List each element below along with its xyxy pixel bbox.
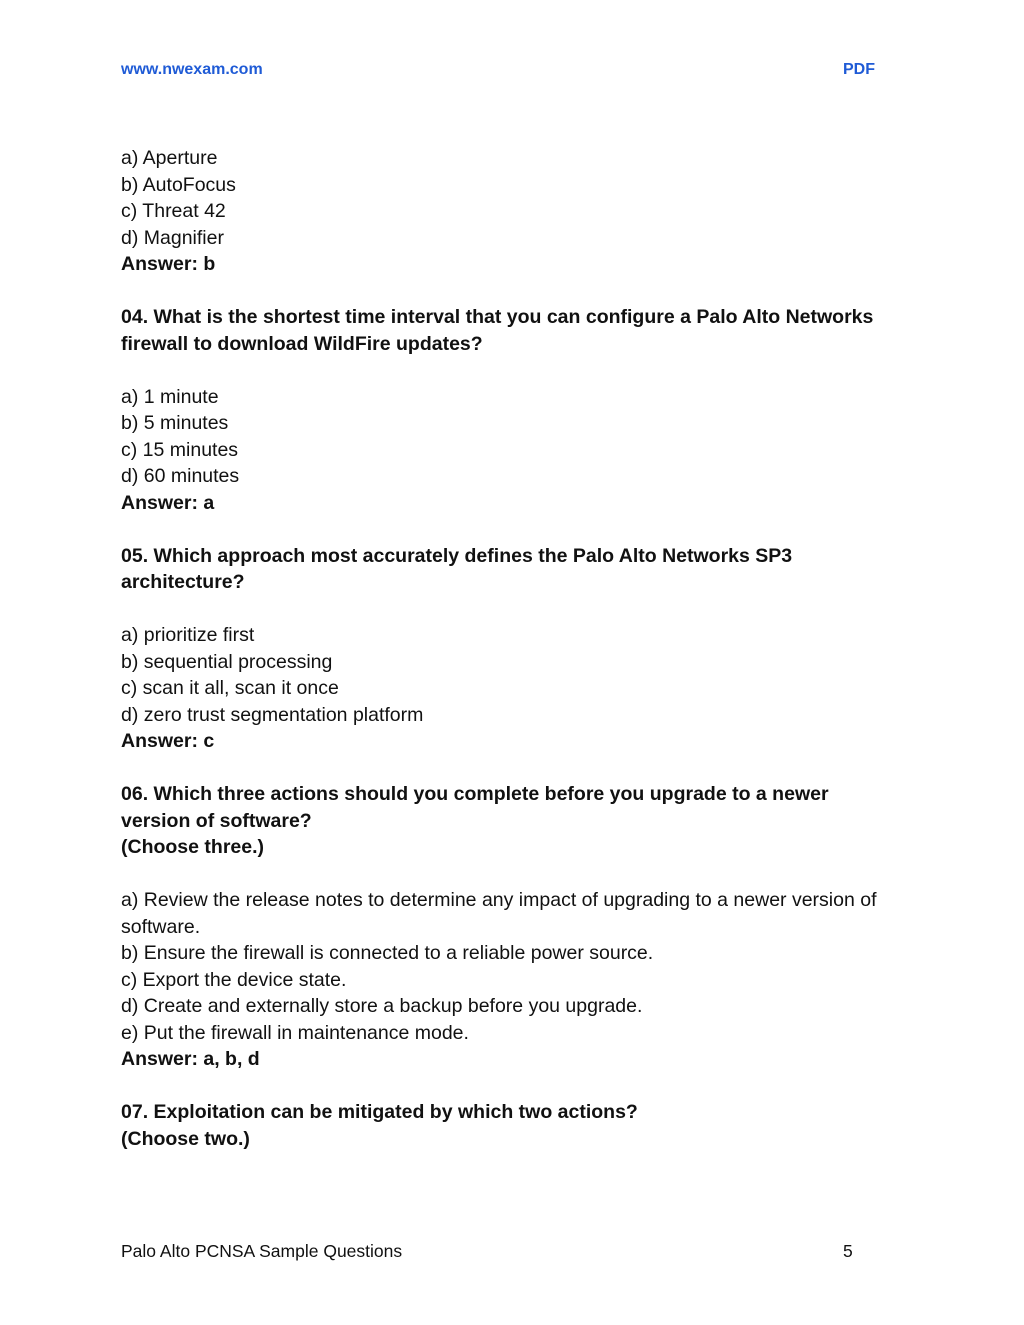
site-link[interactable]: www.nwexam.com bbox=[121, 61, 263, 78]
page-content bbox=[121, 145, 911, 1152]
page-number: 5 bbox=[843, 1241, 853, 1261]
q04-option-a: a) 1 minute bbox=[121, 385, 219, 408]
footer-title: Palo Alto PCNSA Sample Questions bbox=[121, 1241, 403, 1261]
q03-option-d: d) Magnifier bbox=[121, 226, 224, 249]
q04-option-c: c) 15 minutes bbox=[121, 438, 239, 461]
q06-option-b: b) Ensure the firewall is connected to a reliable power source. bbox=[121, 942, 654, 964]
pdf-label: PDF bbox=[843, 61, 875, 78]
q03-option-b: b) AutoFocus bbox=[121, 173, 236, 196]
q06-option-d: d) Create and externally store a backup before you upgrade. bbox=[121, 995, 643, 1017]
q06-option-e: e) Put the firewall in maintenance mode. bbox=[121, 1021, 469, 1044]
q06-question-line1: 06. Which three actions should you complete before you upgrade to a newer bbox=[121, 783, 829, 805]
q07-instruction: (Choose two.) bbox=[121, 1127, 250, 1150]
q06-question-line2: version of software? bbox=[121, 809, 312, 832]
q07-question: 07. Exploitation can be mitigated by which two actions? bbox=[121, 1101, 638, 1123]
q04-question: 04. What is the shortest time interval that you can configure a Palo Alto Networks firewall to download WildFire updates? bbox=[121, 306, 874, 355]
q05-option-c: c) scan it all, scan it once bbox=[121, 677, 339, 699]
q05-question: 05. Which approach most accurately defines the Palo Alto Networks SP3 architecture? bbox=[121, 544, 793, 593]
q05-answer: Answer: c bbox=[121, 730, 215, 752]
q06-option-c: c) Export the device state. bbox=[121, 968, 347, 991]
q05-option-d: d) zero trust segmentation platform bbox=[121, 703, 424, 726]
q06-option-a: a) Review the release notes to determine any impact of upgrading to a newer version of software. bbox=[121, 889, 877, 938]
q03-answer: Answer: b bbox=[121, 253, 216, 275]
q04-option-d: d) 60 minutes bbox=[121, 465, 240, 487]
q03-option-c: c) Threat 42 bbox=[121, 200, 226, 222]
q06-answer: Answer: a, b, d bbox=[121, 1048, 260, 1070]
q04-option-b: b) 5 minutes bbox=[121, 412, 229, 434]
q03-option-a: a) Aperture bbox=[121, 147, 218, 169]
q04-answer: Answer: a bbox=[121, 491, 215, 514]
q05-option-b: b) sequential processing bbox=[121, 650, 333, 673]
q05-option-a: a) prioritize first bbox=[121, 624, 255, 646]
q06-instruction: (Choose three.) bbox=[121, 836, 265, 858]
